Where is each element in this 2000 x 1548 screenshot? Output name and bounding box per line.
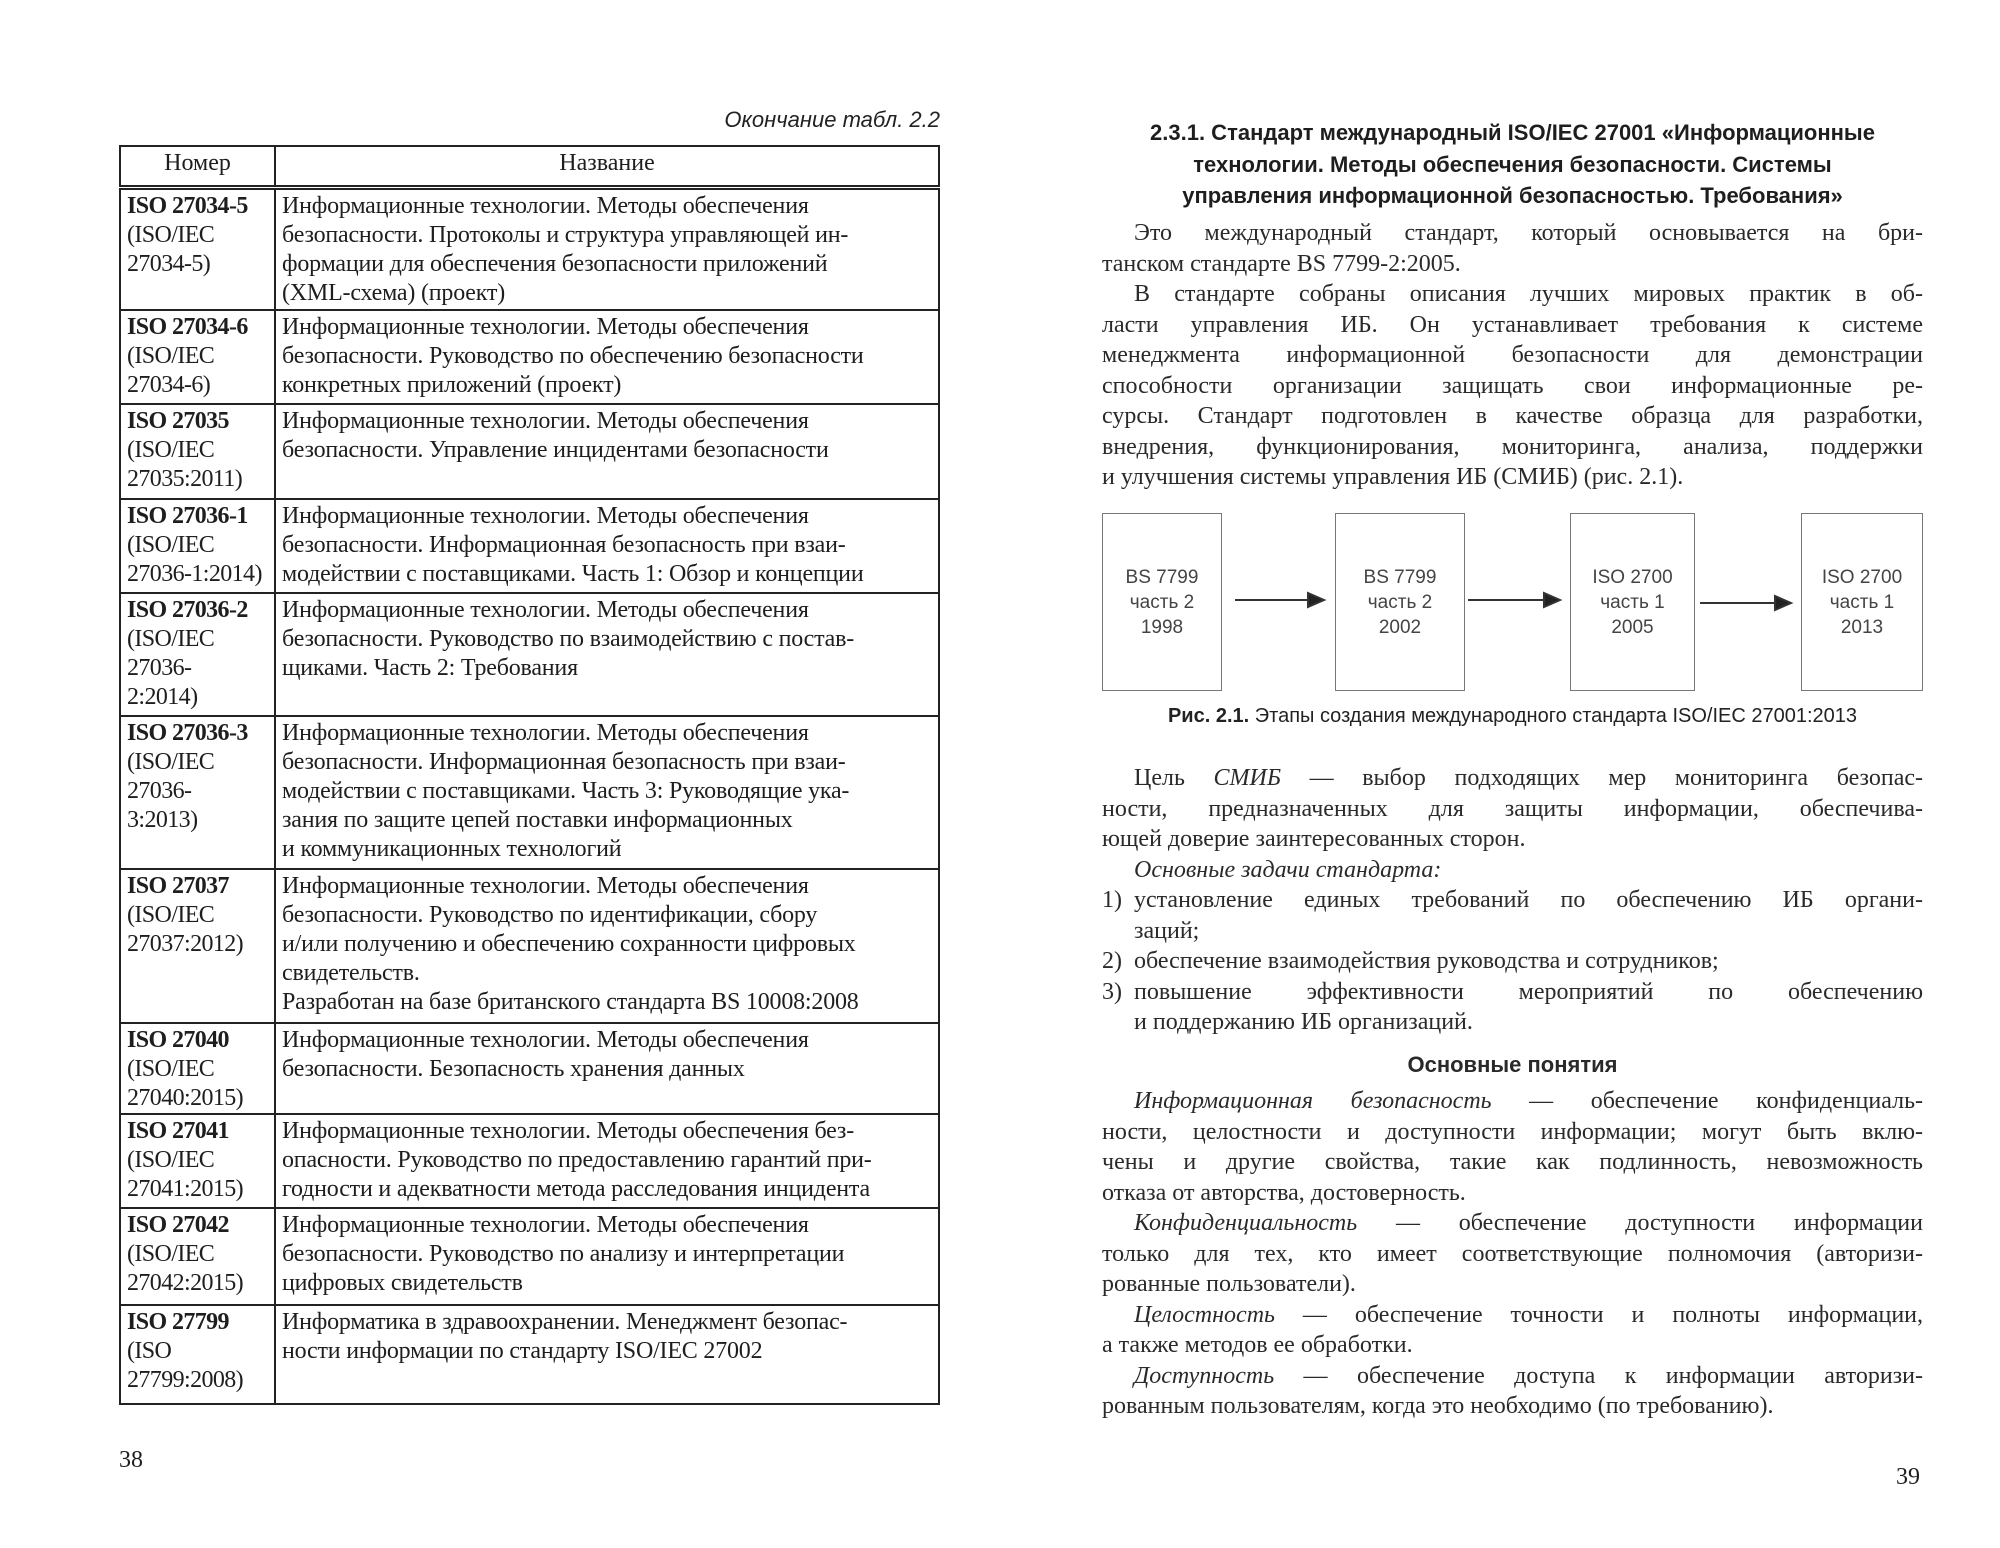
standard-designation: (ISO/IEC 27036- 3:2013)	[127, 748, 215, 833]
text-segment: ности, предназначенных для защиты информации, обеспечива-	[1102, 795, 1923, 822]
text-line	[1102, 824, 1923, 855]
figure-caption-label: Рис. 2.1.	[1167, 705, 1250, 727]
arrowhead-icon	[1775, 596, 1791, 610]
standard-designation: (ISO/IEC 27036-1:2014)	[127, 531, 262, 587]
stage-part: часть 2	[1129, 591, 1195, 613]
standard-number: ISO 27034-5	[127, 193, 248, 219]
text-segment: В стандарте собраны описания лучших мировых практик в об-	[1134, 281, 1923, 307]
text-line	[1102, 1178, 1923, 1209]
text-line	[1102, 1007, 1923, 1038]
text-segment: и поддержанию ИБ организаций.	[1134, 1009, 1473, 1035]
text-segment: рованным пользователям, когда это необходимо (по требованию).	[1102, 1393, 1774, 1419]
standard-name: Информационные технологии. Методы обеспечения безопасности. Информационная безопасность при взаи- модействии с поставщиками. Часть 1: Обзор и концепции	[275, 499, 939, 593]
text-segment: обеспечение взаимодействия руководства и сотрудников;	[1134, 948, 1719, 974]
standard-number: ISO 27035	[127, 407, 229, 434]
standard-name: Информационные технологии. Методы обеспечения безопасности. Безопасность хранения данных	[275, 1023, 939, 1114]
standard-designation: (ISO/IEC 27042:2015)	[127, 1240, 244, 1296]
standard-designation: (ISO/IEC 27034-6)	[127, 342, 215, 398]
text-line	[1102, 763, 1923, 794]
text-line	[1102, 794, 1923, 825]
page-number-left: 38	[119, 1447, 143, 1473]
list-number: 1)	[1102, 887, 1122, 913]
text-segment: чены и другие свойства, такие как подлинность, невозможность	[1102, 1149, 1923, 1175]
text-line	[1102, 1239, 1923, 1270]
standard-number: ISO 27040	[127, 1026, 229, 1053]
text-segment: способности организации защищать свои информационные ре-	[1102, 372, 1923, 399]
table-caption: Окончание табл. 2.2	[724, 107, 940, 132]
stage-year: 2013	[1840, 616, 1884, 638]
text-segment: отказа от авторства, достоверность.	[1102, 1179, 1466, 1206]
standard-name: Информационные технологии. Методы обеспечения без- опасности. Руководство по предоставлению гарантий при- годности и адекватности метода расследования инцидента	[275, 1114, 939, 1208]
figure-caption-text: Этапы создания международного стандарта ISO/IEC 27001:2013	[1249, 705, 1858, 727]
text-segment: — выбор подходящих мер мониторинга безопас-	[1281, 765, 1924, 791]
term: Доступность	[1134, 1362, 1275, 1389]
standard-number: ISO 27037	[127, 872, 229, 899]
standard-name: Информационные технологии. Методы обеспечения безопасности. Информационная безопасность при взаи- модействии с поставщиками. Часть 3: Руководящие ука- зания по защите цепей поставки информационных и коммуникационных технологий	[275, 716, 939, 869]
text-line	[1102, 916, 1923, 947]
section-heading: 2.3.1. Стандарт международный ISO/IEC 27001 «Информационные технологии. Методы обеспечения безопасности. Системы управления информационной безопасностью. Требования»	[1150, 120, 1875, 208]
text-segment: а также методов ее обработки.	[1102, 1332, 1413, 1358]
standard-number: ISO 27036-2	[127, 596, 248, 623]
stage-year: 1998	[1140, 616, 1184, 638]
text-segment: повышение эффективности мероприятий по обеспечению	[1134, 978, 1923, 1005]
text-line	[1102, 977, 1923, 1008]
text-line	[1102, 1117, 1923, 1148]
header-name: Название	[275, 146, 939, 188]
standard-designation: (ISO/IEC 27035:2011)	[127, 436, 243, 492]
standard-designation: (ISO 27799:2008)	[127, 1337, 244, 1393]
text-segment: танском стандарте BS 7799-2:2005.	[1102, 250, 1461, 277]
text-line	[1102, 1086, 1923, 1117]
term: Конфиденциальность	[1134, 1210, 1358, 1236]
standard-designation: (ISO/IEC 27041:2015)	[127, 1146, 244, 1202]
stage-year: 2002	[1378, 616, 1422, 638]
stage-title: BS 7799	[1363, 566, 1437, 588]
standard-designation: (ISO/IEC 27037:2012)	[127, 901, 244, 957]
text-segment: — обеспечение конфиденциаль-	[1491, 1088, 1924, 1114]
standard-number: ISO 27034-6	[127, 313, 248, 340]
page-number-right: 39	[1896, 1464, 1920, 1490]
text-line	[1102, 1269, 1923, 1300]
text-block-main	[1102, 763, 1923, 1422]
standard-number: ISO 27041	[127, 1117, 229, 1144]
standard-name: Информатика в здравоохранении. Менеджмент безопас- ности информации по стандарту ISO/IEC 27002	[275, 1305, 939, 1404]
text-segment: Цель	[1134, 765, 1214, 791]
stage-year: 2005	[1611, 616, 1654, 638]
standard-name: Информационные технологии. Методы обеспечения безопасности. Управление инцидентами безопасности	[275, 404, 939, 499]
stage-title: ISO 2700	[1592, 566, 1673, 588]
text-segment: заций;	[1134, 917, 1200, 944]
text-segment: Это международный стандарт, который основывается на бри-	[1134, 220, 1923, 246]
standard-designation: (ISO/IEC 27040:2015)	[127, 1055, 244, 1111]
stage-title: ISO 2700	[1821, 566, 1903, 588]
standard-name: Информационные технологии. Методы обеспечения безопасности. Руководство по анализу и интерпретации цифровых свидетельств	[275, 1208, 939, 1305]
text-line	[1102, 1391, 1923, 1422]
standard-name: Информационные технологии. Методы обеспечения безопасности. Протоколы и структура управляющей ин- формации для обеспечения безопасности приложений (XML-схема) (проект)	[275, 188, 939, 310]
text-line	[1102, 1300, 1923, 1331]
standard-number: ISO 27036-1	[127, 502, 248, 529]
text-segment: менеджмента информационной безопасности для демонстрации	[1102, 342, 1923, 368]
standard-name: Информационные технологии. Методы обеспечения безопасности. Руководство по идентификации, сбору и/или получению и обеспечению сохранности цифровых свидетельств. Разработан на базе британского стандарта BS 10008:2008	[275, 869, 939, 1023]
stage-part: часть 2	[1367, 591, 1433, 613]
standard-designation: (ISO/IEC 27034-5)	[127, 222, 215, 277]
subheading	[1102, 1050, 1923, 1081]
standard-designation: (ISO/IEC 27036- 2:2014)	[127, 625, 215, 710]
text-segment: ности, целостности и доступности информации; могут быть вклю-	[1102, 1118, 1923, 1145]
header-number: Номер	[120, 146, 275, 188]
text-line	[1102, 1147, 1923, 1178]
stage-part: часть 1	[1600, 591, 1665, 613]
text-segment: сурсы. Стандарт подготовлен в качестве образца для разработки,	[1102, 403, 1923, 429]
text-line	[1102, 885, 1923, 916]
text-segment: только для тех, кто имеет соответствующие полномочия (авторизи-	[1102, 1240, 1923, 1267]
term: СМИБ	[1213, 765, 1282, 791]
text-line	[1102, 1208, 1923, 1239]
stage-part: часть 1	[1829, 591, 1895, 613]
figure-caption	[1102, 705, 1923, 728]
text-segment: — обеспечение доступности информации	[1357, 1210, 1923, 1236]
standard-name: Информационные технологии. Методы обеспечения безопасности. Руководство по обеспечению безопасности конкретных приложений (проект)	[275, 310, 939, 404]
arrowhead-icon	[1544, 593, 1560, 607]
stage-title: BS 7799	[1125, 566, 1199, 588]
text-segment: внедрения, функционирования, мониторинга, анализа, поддержки	[1102, 433, 1923, 460]
text-segment: рованные пользователи).	[1102, 1271, 1356, 1297]
arrowhead-icon	[1308, 593, 1324, 607]
text-segment: — обеспечение доступа к информации авторизи-	[1274, 1362, 1923, 1389]
term: Информационная безопасность	[1134, 1088, 1492, 1114]
standard-number: ISO 27799	[127, 1308, 229, 1335]
text-line	[1102, 1361, 1923, 1392]
term: Основные задачи стандарта:	[1134, 856, 1442, 883]
text-segment: и улучшения системы управления ИБ (СМИБ) (рис. 2.1).	[1102, 464, 1684, 490]
text-line	[1102, 946, 1923, 977]
text-line	[1102, 1330, 1923, 1361]
text-segment: Основные понятия	[1407, 1051, 1618, 1077]
standard-number: ISO 27036-3	[127, 719, 248, 746]
term: Целостность	[1134, 1301, 1275, 1328]
text-segment: — обеспечение точности и полноты информации,	[1274, 1301, 1923, 1328]
standard-name: Информационные технологии. Методы обеспечения безопасности. Руководство по взаимодействию с постав- щиками. Часть 2: Требования	[275, 593, 939, 716]
list-number: 3)	[1102, 978, 1122, 1005]
text-segment: ющей доверие заинтересованных сторон.	[1102, 826, 1526, 852]
standard-number: ISO 27042	[127, 1211, 229, 1238]
list-number: 2)	[1102, 948, 1122, 974]
text-segment: ласти управления ИБ. Он устанавливает требования к системе	[1102, 311, 1923, 338]
text-segment: установление единых требований по обеспечению ИБ органи-	[1134, 887, 1923, 913]
text-line	[1102, 855, 1923, 886]
